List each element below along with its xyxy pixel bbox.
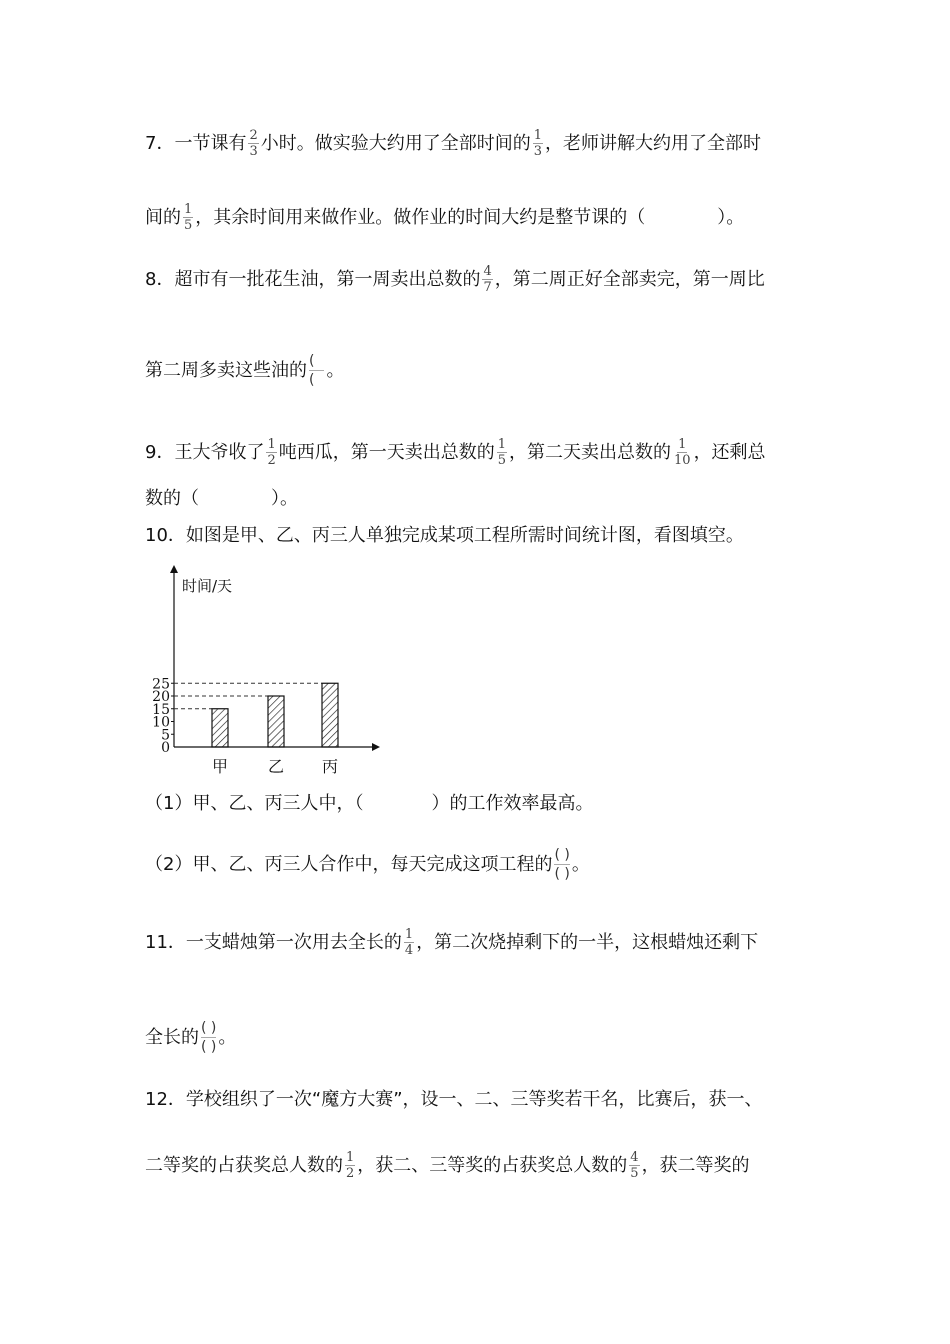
q12-line-1 — [145, 1088, 763, 1112]
q10-sub1-text-1: （1）甲、乙、丙三人中，（ — [145, 793, 364, 814]
q7-text-4: 间的 — [145, 206, 181, 228]
y-tick-label: 25 — [152, 676, 170, 693]
q7-text-1: 7．一节课有 — [145, 132, 247, 154]
q12-fraction-2: $\frac{4}{5}$ — [630, 1150, 639, 1181]
q10-sub2-answer-fraction-blank[interactable]: $\frac{( )}{( )}$ — [554, 847, 570, 882]
q7-text-6: ）。 — [717, 206, 745, 228]
x-category-label: 甲 — [211, 757, 229, 776]
q11-text-4: 。 — [218, 1026, 237, 1048]
y-axis-label: 时间/天 — [182, 577, 233, 595]
bar-chart — [140, 560, 390, 785]
q9-text-3: ，第二天卖出总数的 — [509, 441, 672, 463]
q11-text-1: 11．一支蜡烛第一次用去全长的 — [145, 931, 402, 953]
q9-fraction-3: $\frac{1}{10}$ — [674, 437, 691, 468]
q8-fraction-1: $\frac{4}{7}$ — [483, 264, 492, 295]
q10-text: 10．如图是甲、乙、丙三人单独完成某项工程所需时间统计图，看图填空。 — [145, 525, 744, 546]
q12-line-2 — [145, 1150, 750, 1181]
q8-answer-fraction-blank[interactable]: $\frac{(}{(}$ — [309, 352, 324, 389]
q9-line-2 — [145, 487, 298, 511]
q11-answer-fraction-blank[interactable]: $\frac{( )}{( )}$ — [201, 1020, 217, 1055]
q8-text-3: 第二周多卖这些油的 — [145, 359, 307, 381]
q10-sub2-text-1: （2）甲、乙、丙三人合作中，每天完成这项工程的 — [145, 853, 553, 875]
q12-text-3: ，获二、三等奖的占获奖总人数的 — [357, 1154, 628, 1176]
q10-sub-1 — [145, 792, 593, 816]
q9-text-6: ）。 — [271, 488, 298, 509]
y-tick-label: 15 — [152, 701, 170, 718]
bar-乙 — [268, 696, 284, 747]
q11-text-3: 全长的 — [145, 1026, 199, 1048]
q9-fraction-1: $\frac{1}{2}$ — [267, 437, 276, 468]
q11-line-2 — [145, 1019, 236, 1056]
q7-fraction-3: $\frac{1}{5}$ — [184, 202, 193, 233]
q7-text-3: ，老师讲解大约用了全部时 — [545, 132, 762, 154]
q10-sub1-text-2: ）的工作效率最高。 — [431, 793, 594, 814]
q9-line-1 — [145, 437, 766, 468]
q12-text-1: 12．学校组织了一次“魔方大赛”，设一、二、三等奖若干名，比赛后，获一、 — [145, 1089, 763, 1110]
x-axis-arrow-icon — [372, 743, 380, 751]
x-category-label: 丙 — [321, 757, 339, 776]
q7-text-5: ，其余时间用来做作业。做作业的时间大约是整节课的（ — [195, 206, 646, 228]
q7-line-1 — [145, 128, 761, 159]
q9-text-2: 吨西瓜，第一天卖出总数的 — [278, 441, 495, 463]
q8-line-2 — [145, 352, 344, 389]
y-tick-label: 0 — [161, 740, 170, 756]
q12-text-2: 二等奖的占获奖总人数的 — [145, 1154, 343, 1176]
q12-text-4: ，获二等奖的 — [641, 1154, 750, 1176]
q8-text-2: ，第二周正好全部卖完，第一周比 — [494, 268, 765, 290]
y-tick-label: 20 — [152, 689, 170, 705]
q11-line-1 — [145, 927, 758, 958]
q8-line-1 — [145, 264, 765, 295]
q7-text-2: 小时。做实验大约用了全部时间的 — [260, 132, 531, 154]
q12-fraction-1: $\frac{1}{2}$ — [346, 1150, 355, 1181]
q9-fraction-2: $\frac{1}{5}$ — [497, 437, 507, 468]
q9-text-1: 9．王大爷收了 — [145, 441, 265, 463]
q11-fraction-1: $\frac{1}{4}$ — [404, 927, 414, 958]
q8-text-4: 。 — [326, 359, 345, 381]
q10-sub2-text-2: 。 — [571, 853, 590, 875]
bar-甲 — [212, 709, 228, 747]
q7-fraction-2: $\frac{1}{3}$ — [533, 128, 543, 159]
bar-丙 — [322, 683, 338, 747]
y-tick-label: 5 — [161, 727, 170, 744]
q10-sub-2 — [145, 846, 590, 883]
y-tick-label: 10 — [152, 714, 170, 731]
q7-line-2 — [145, 202, 744, 233]
q9-text-4: ，还剩总 — [693, 441, 766, 463]
x-category-label: 乙 — [267, 757, 285, 776]
q8-text-1: 8．超市有一批花生油，第一周卖出总数的 — [145, 268, 481, 290]
y-axis-arrow-icon — [170, 565, 178, 573]
q7-fraction-1: $\frac{2}{3}$ — [249, 128, 258, 159]
q9-text-5: 数的（ — [145, 488, 199, 509]
q11-text-2: ，第二次烧掉剩下的一半，这根蜡烛还剩下 — [416, 931, 759, 953]
q10-title — [145, 524, 744, 548]
